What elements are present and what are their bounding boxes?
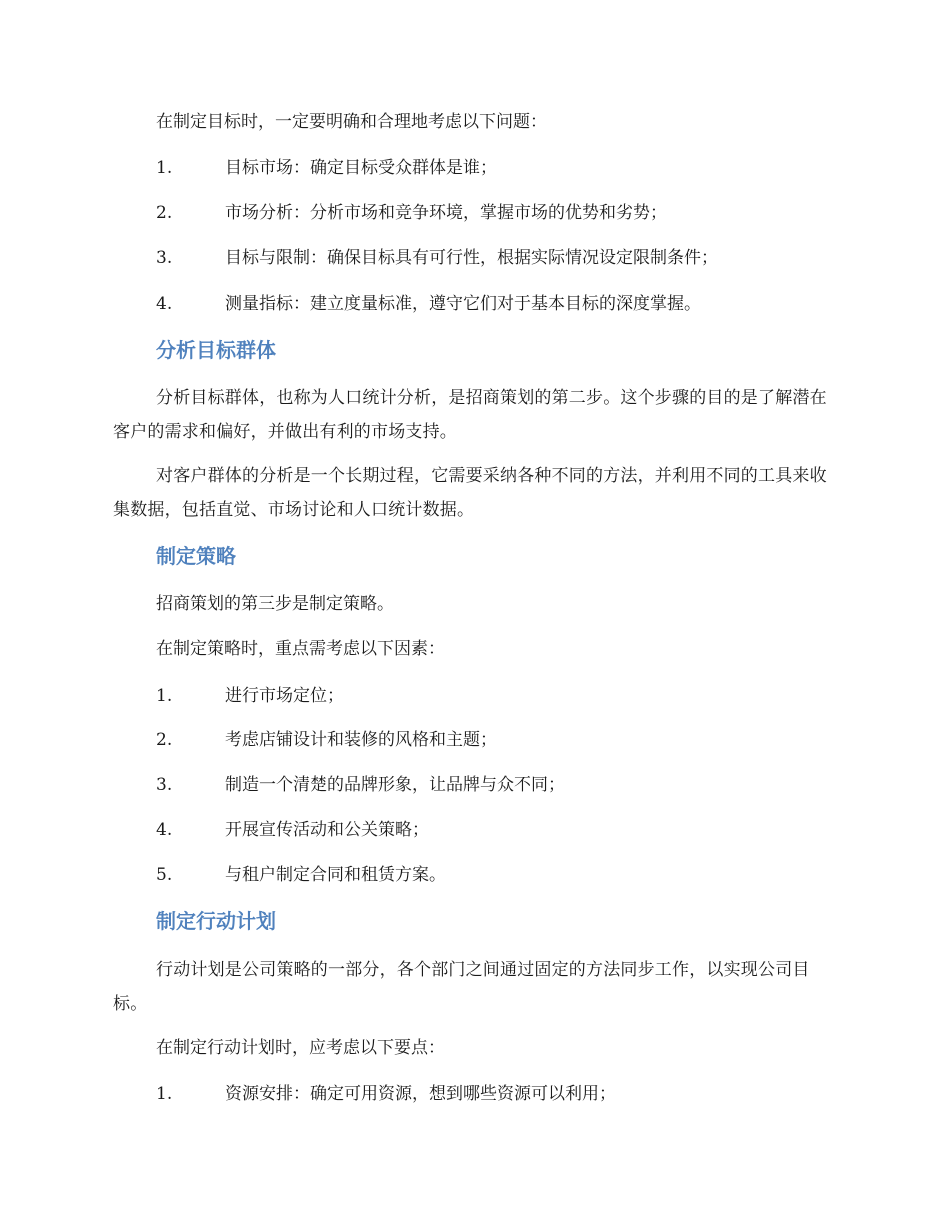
list-item [156,768,836,802]
section-heading: 分析目标群体 [156,338,276,362]
list-text: 与租户制定合同和租赁方案。 [225,865,446,885]
list-text: 开展宣传活动和公关策略； [225,820,429,840]
section3-intro: 招商策划的第三步是制定策略。 [156,594,394,614]
list-text: 测量指标：建立度量标准，遵守它们对于基本目标的深度掌握。 [225,294,701,314]
list-item [156,858,836,892]
paragraph: 对客户群体的分析是一个长期过程，它需要采纳各种不同的方法，并利用不同的工具来收集数据，包括直觉、市场讨论和人口统计数据。 [113,466,827,520]
list-item [156,723,836,757]
list-number: 1. [156,1084,173,1104]
list-text: 目标与限制：确保目标具有可行性，根据实际情况设定限制条件； [225,248,718,268]
section1-intro: 在制定目标时，一定要明确和合理地考虑以下问题： [156,112,547,132]
list-text: 市场分析：分析市场和竞争环境，掌握市场的优势和劣势； [225,203,667,223]
section-heading: 制定策略 [156,544,236,568]
list-item [156,241,836,275]
list-number: 1. [156,686,173,706]
section3-intro: 在制定策略时，重点需考虑以下因素： [156,639,445,659]
list-text: 资源安排：确定可用资源，想到哪些资源可以利用； [225,1084,616,1104]
list-item [156,679,836,713]
list-number: 3. [156,248,173,268]
paragraph: 分析目标群体，也称为人口统计分析，是招商策划的第二步。这个步骤的目的是了解潜在客户的需求和偏好，并做出有利的市场支持。 [113,388,827,442]
list-item [156,813,836,847]
list-number: 2. [156,730,173,750]
list-number: 1. [156,158,173,178]
section-heading: 制定行动计划 [156,909,276,933]
list-number: 3. [156,775,173,795]
list-number: 5. [156,865,173,885]
list-number: 4. [156,294,173,314]
list-text: 目标市场：确定目标受众群体是谁； [225,158,497,178]
list-text: 考虑店铺设计和装修的风格和主题； [225,730,497,750]
section4-intro: 在制定行动计划时，应考虑以下要点： [156,1038,445,1058]
list-item [156,287,836,321]
list-item [156,151,836,185]
list-item [156,196,836,230]
paragraph: 行动计划是公司策略的一部分，各个部门之间通过固定的方法同步工作，以实现公司目标。 [113,960,810,1014]
list-number: 2. [156,203,173,223]
list-number: 4. [156,820,173,840]
list-item [156,1077,836,1111]
list-text: 进行市场定位； [225,686,344,706]
list-text: 制造一个清楚的品牌形象，让品牌与众不同； [225,775,565,795]
